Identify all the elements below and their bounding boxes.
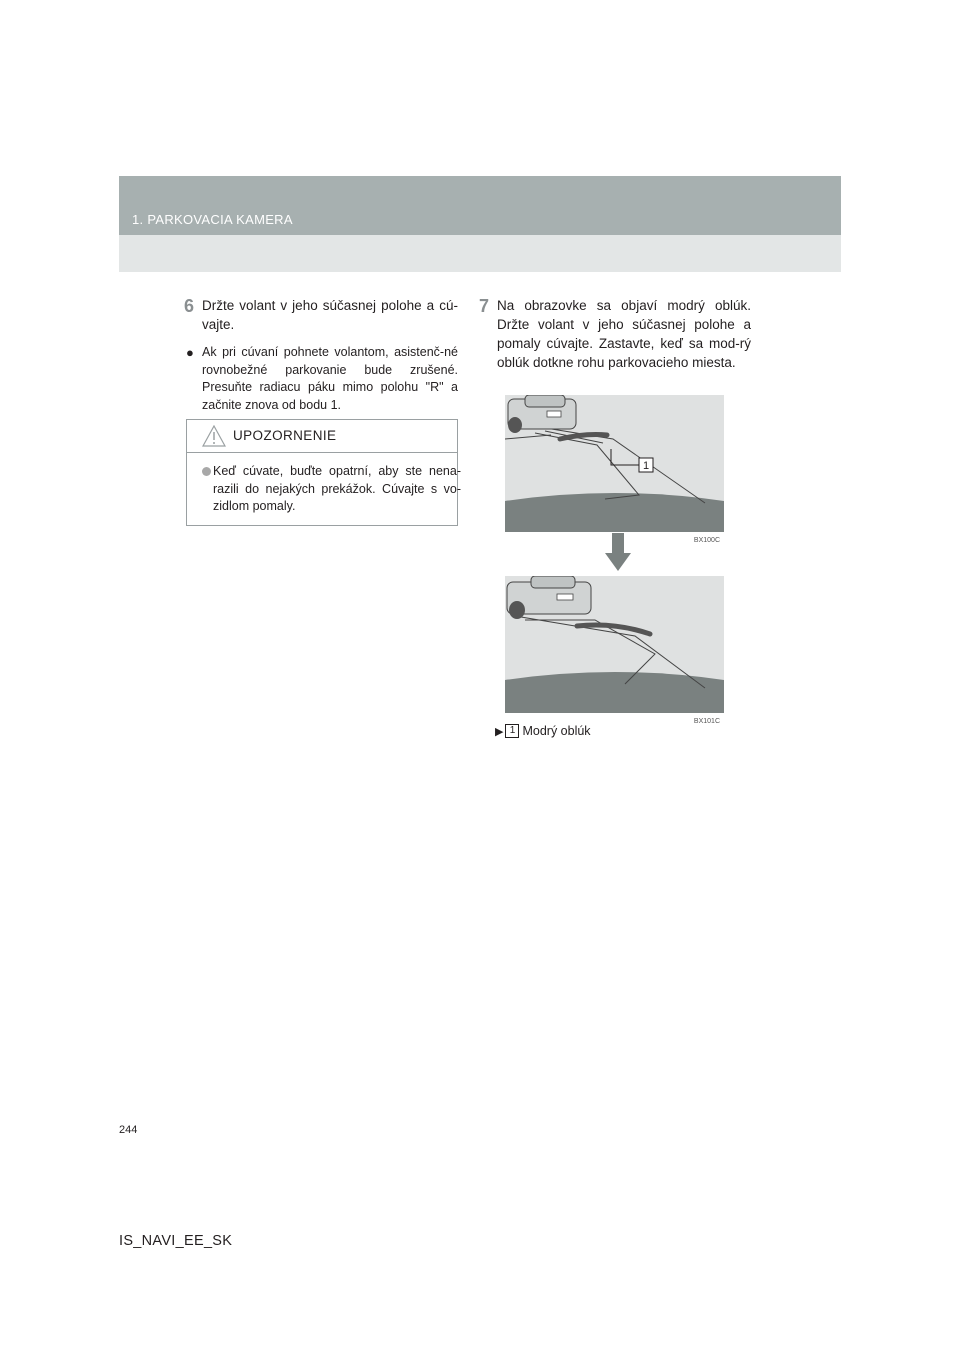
legend-item [495,724,591,738]
step-number: 6 [184,296,195,316]
step-6 [186,297,458,334]
warning-triangle-icon [202,425,226,447]
parking-illustration-1 [505,395,724,544]
document-code: IS_NAVI_EE_SK [119,1233,233,1249]
bullet-icon: ● [186,345,194,360]
pointer-triangle-icon: ▶ [495,725,504,738]
warning-text: Keď cúvate, buďte opatrní, aby ste nena-razili do nejakých prekážok. Cúvajte s vo-zidlom pomaly. [213,464,461,513]
warning-title: UPOZORNENIE [233,428,337,443]
page-number: 244 [119,1124,138,1136]
warning-box [186,419,461,526]
down-arrow-icon [605,533,631,571]
warning-body [202,463,461,516]
right-column [481,297,751,372]
legend-number: 1 [505,724,519,738]
car-icon [507,576,591,619]
callout-number: 1 [642,460,650,472]
parking-illustration-2 [505,576,724,725]
legend-label: Modrý oblúk [522,724,591,738]
left-column [186,297,458,414]
step-7 [481,297,751,372]
car-icon [508,395,576,433]
header-subband [119,235,841,272]
illustration-code: BX100C [693,537,720,544]
parking-scene-2 [505,576,724,713]
step-text: Na obrazovke sa objaví modrý oblúk. Držte volant v jeho súčasnej polohe a pomaly cúvajte. Zastavte, keď sa mod-rý oblúk dotkne rohu parkovacieho miesta. [497,298,751,370]
step-number: 7 [479,296,490,316]
bullet-text: Ak pri cúvaní pohnete volantom, asistenč-né rovnobežné parkovanie bude zrušené. Presuňte radiacu páku mimo polohu "R" a začnite znova od bodu 1. [202,345,458,412]
warning-bullet-icon [202,467,211,476]
section-title: 1. PARKOVACIA KAMERA [132,212,293,227]
illustration-code: BX101C [693,718,720,725]
warning-header [187,420,457,453]
step-text: Držte volant v jeho súčasnej polohe a cú-vajte. [202,298,458,332]
parking-scene-1 [505,395,724,532]
bullet-note [186,344,458,414]
